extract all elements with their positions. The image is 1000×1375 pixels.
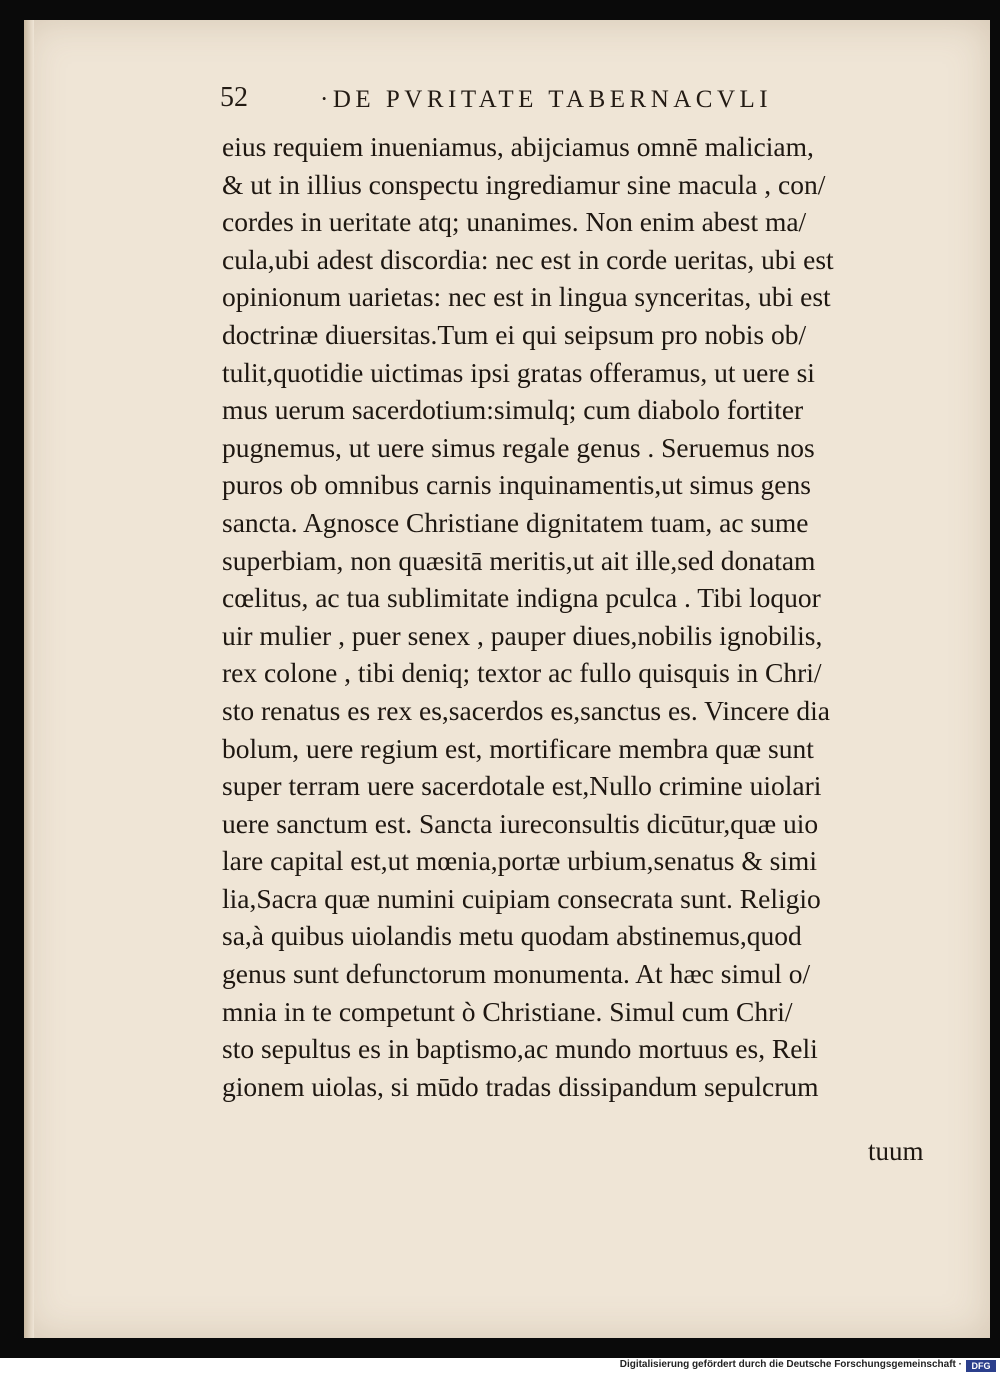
catchword: tuum (868, 1136, 924, 1166)
text-line: puros ob omnibus carnis inquinamentis,ut simus gens (222, 469, 811, 501)
text-line: cordes in ueritate atq; unanimes. Non enim abest ma/ (222, 206, 807, 238)
text-line: rex colone , tibi deniq; textor ac fullo quisquis in Chri/ (222, 657, 822, 689)
footer-bar (0, 1358, 1000, 1375)
dfg-logo: DFG (966, 1360, 996, 1372)
running-title: ·DE PVRITATE TABERNACVLI (320, 86, 773, 113)
text-line: bolum, uere regium est, mortificare membra quæ sunt (222, 732, 814, 764)
page-gutter (24, 20, 34, 1338)
text-line: mnia in te competunt ò Christiane. Simul cum Chri/ (222, 995, 793, 1027)
text-line: doctrinæ diuersitas.Tum ei qui seipsum pro nobis ob/ (222, 318, 807, 350)
text-line: gionem uiolas, si mūdo tradas dissipandum sepulcrum (222, 1070, 819, 1102)
text-line: mus uerum sacerdotium:simulq; cum diabolo fortiter (222, 394, 804, 426)
text-line: cula,ubi adest discordia: nec est in corde ueritas, ubi est (222, 243, 834, 275)
text-line: opinionum uarietas: nec est in lingua synceritas, ubi est (222, 281, 831, 313)
text-line: uere sanctum est. Sancta iureconsultis dicūtur,quæ uio (222, 807, 819, 839)
text-line: lia,Sacra quæ numini cuipiam consecrata sunt. Religio (222, 882, 821, 914)
text-line: sa,à quibus uiolandis metu quodam abstinemus,quod (222, 920, 802, 952)
text-line: cœlitus, ac tua sublimitate indigna pculca . Tibi loquor (222, 582, 821, 614)
text-line: lare capital est,ut mœnia,portæ urbium,senatus & simi (222, 845, 817, 877)
text-line: sto sepultus es in baptismo,ac mundo mortuus es, Reli (222, 1033, 818, 1065)
text-line: super terram uere sacerdotale est,Nullo crimine uiolari (222, 770, 822, 802)
text-line: & ut in illius conspectu ingrediamur sine macula , con/ (222, 168, 826, 200)
text-line: sancta. Agnosce Christiane dignitatem tuam, ac sume (222, 506, 809, 538)
footer-credit: Digitalisierung gefördert durch die Deutsche Forschungsgemeinschaft · (619, 1359, 962, 1370)
text-line: uir mulier , puer senex , pauper diues,nobilis ignobilis, (222, 619, 823, 651)
text-line: eius requiem inueniamus, abijciamus omnē maliciam, (222, 131, 814, 162)
page-number: 52 (220, 82, 248, 113)
page-header (220, 82, 860, 122)
text-line: tulit,quotidie uictimas ipsi gratas offeramus, ut uere si (222, 356, 815, 388)
text-line: sto renatus es rex es,sacerdos es,sanctus es. Vincere dia (222, 694, 830, 726)
text-line: superbiam, non quæsitā meritis,ut ait ille,sed donatam (222, 544, 816, 576)
text-line: genus sunt defunctorum monumenta. At hæc simul o/ (222, 958, 811, 990)
body-text (222, 128, 952, 1105)
text-line: pugnemus, ut uere simus regale genus . Seruemus nos (222, 431, 815, 463)
